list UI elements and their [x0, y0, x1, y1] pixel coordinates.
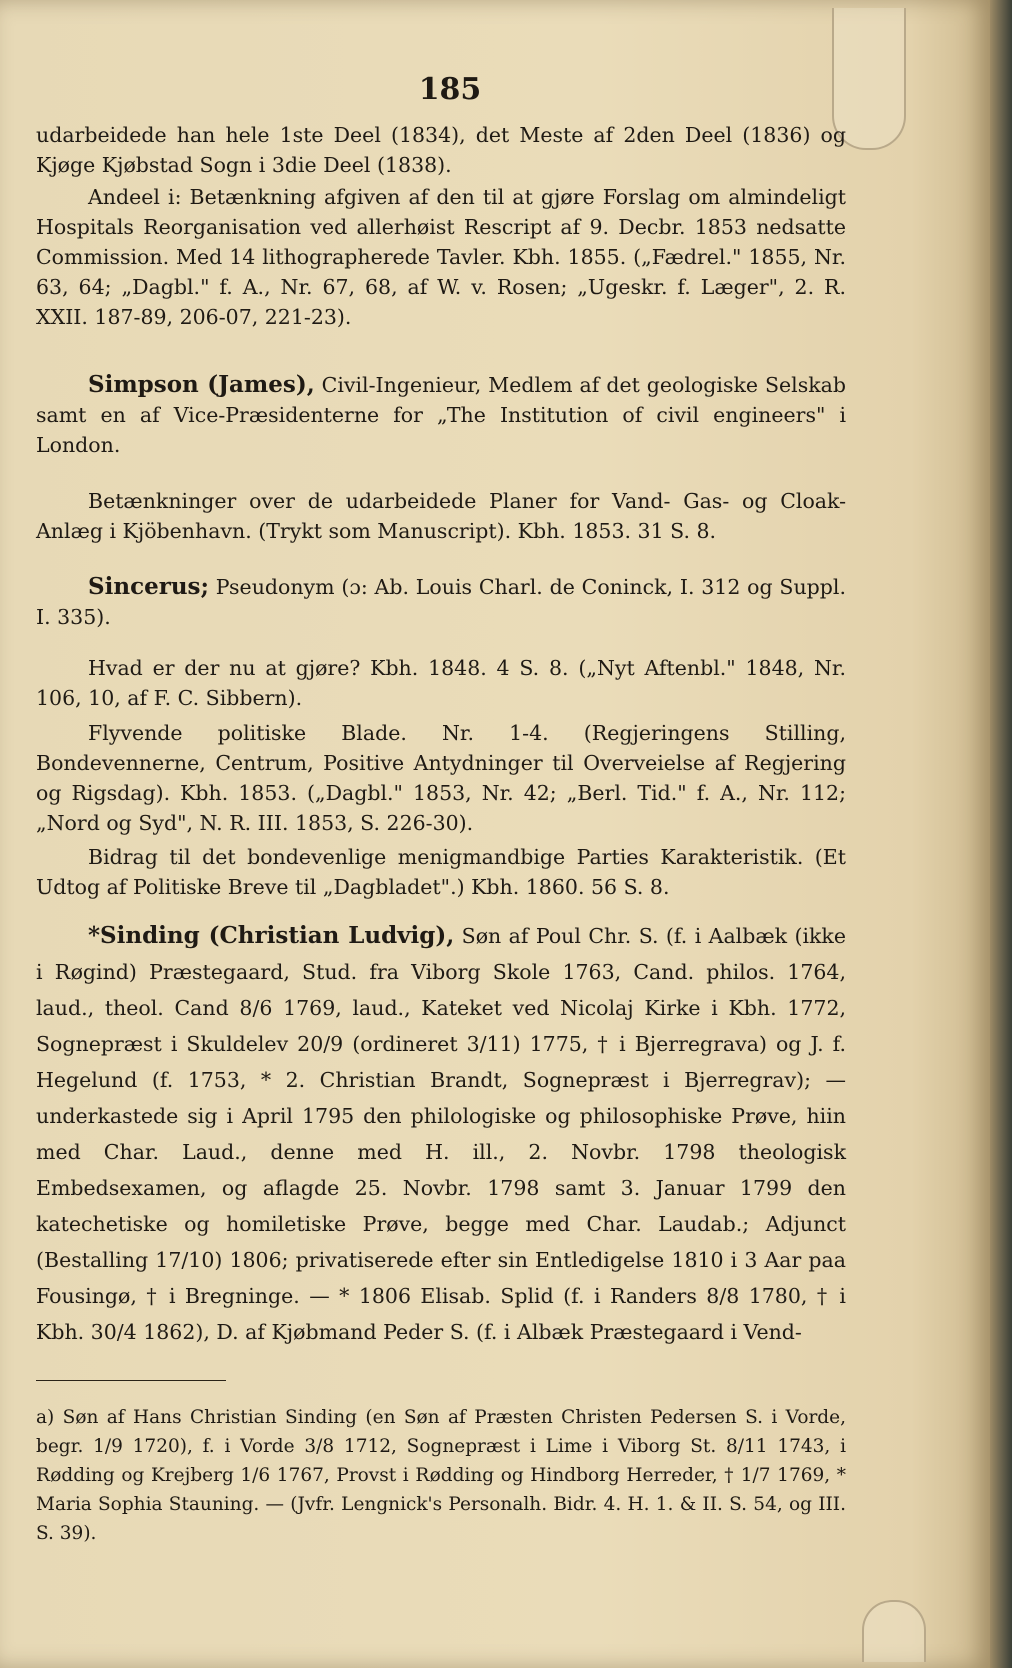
paragraph-flyvende	[36, 718, 846, 838]
paragraph-text: Betænkninger over de udarbeidede Planer for Vand- Gas- og Cloak-Anlæg i Kjöbenhavn. (Trykt som Manuscript). Kbh. 1853. 31 S. 8.	[36, 489, 846, 543]
paragraph-text: Andeel i: Betænkning afgiven af den til at gjøre Forslag om almindeligt Hospitals Reorganisation ved allerhøist Rescript af 9. Decbr. 1853 nedsatte Commission. Med 14 lithographerede Tavler. Kbh. 1855. („Fædrel." 1855, Nr. 63, 64; „Dagbl." f. A., Nr. 67, 68, af W. v. Rosen; „Ugeskr. f. Læger", 2. R. XXII. 187-89, 206-07, 221-23).	[36, 185, 846, 329]
paragraph-text: Hvad er der nu at gjøre? Kbh. 1848. 4 S. 8. („Nyt Aftenbl." 1848, Nr. 106, 10, af F. C. Sibbern).	[36, 656, 846, 710]
entry-heading: Sincerus;	[88, 573, 209, 600]
paragraph-betaenkninger	[36, 486, 846, 546]
entry-text: Civil-Ingenieur, Medlem af det geologiske Selskab samt en af Vice-Præsidenterne for „The Institution of civil engineers" i London.	[36, 373, 846, 457]
entry-heading: *Sinding (Christian Ludvig),	[88, 922, 455, 949]
paragraph-text: Flyvende politiske Blade. Nr. 1-4. (Regjeringens Stilling, Bondevennerne, Centrum, Positive Antydninger til Overveielse af Regjering og Rigsdag). Kbh. 1853. („Dagbl." 1853, Nr. 42; „Berl. Tid." f. A., Nr. 112; „Nord og Syd", N. R. III. 1853, S. 226-30).	[36, 721, 846, 835]
entry-text: Pseudonym (ɔ: Ab. Louis Charl. de Coninck, I. 312 og Suppl. I. 335).	[36, 575, 846, 629]
entry-sinding	[36, 918, 846, 1350]
footnote-divider	[36, 1380, 226, 1381]
paragraph-bidrag	[36, 842, 846, 902]
footnote	[36, 1403, 846, 1548]
paragraph-andeel	[36, 182, 846, 332]
entry-text: Søn af Poul Chr. S. (f. i Aalbæk (ikke i Røgind) Præstegaard, Stud. fra Viborg Skole 1763, Cand. philos. 1764, laud., theol. Cand 8/6 1769, laud., Kateket ved Nicolaj Kirke i Kbh. 1772, Sognepræst i Skuldelev 20/9 (ordineret 3/11) 1775, † i Bjerregrava) og J. f. Hegelund (f. 1753, * 2. Christian Brandt, Sognepræst i Bjerregrav); — underkastede sig i April 1795 den philologiske og philosophiske Prøve, hiin med Char. Laud., denne med H. ill., 2. Novbr. 1798 theologisk Embedsexamen, og aflagde 25. Novbr. 1798 samt 3. Januar 1799 den katechetiske og homiletiske Prøve, begge med Char. Laudab.; Adjunct (Bestalling 17/10) 1806; privatiserede efter sin Entledigelse 1810 i 3 Aar paa Fousingø, † i Bregninge. — * 1806 Elisab. Splid (f. i Randers 8/8 1780, † i Kbh. 30/4 1862), D. af Kjøbmand Peder S. (f. i Albæk Præstegaard i Vend-	[36, 924, 846, 1344]
footnote-mark: a)	[36, 1407, 55, 1428]
entry-simpson	[36, 370, 846, 460]
book-edge	[990, 0, 1012, 1668]
footnote-text: Søn af Hans Christian Sinding (en Søn af Præsten Christen Pedersen S. i Vorde, begr. 1/9 1720), f. i Vorde 3/8 1712, Sognepræst i Lime i Viborg St. 8/11 1743, i Rødding og Krejberg 1/6 1767, Provst i Rødding og Hindborg Herreder, † 1/7 1769, * Maria Sophia Stauning. — (Jvfr. Lengnick's Personalh. Bidr. 4. H. 1. & II. S. 54, og III. S. 39).	[36, 1407, 846, 1544]
paragraph-hvad	[36, 653, 846, 713]
page-number: 185	[418, 72, 482, 107]
entry-heading: Simpson (James),	[88, 371, 315, 398]
paragraph-kjoge	[36, 120, 846, 180]
paragraph-text: Bidrag til det bondevenlige menigmandbige Parties Karakteristik. (Et Udtog af Politiske Breve til „Dagbladet".) Kbh. 1860. 56 S. 8.	[36, 845, 846, 899]
paragraph-text: udarbeidede han hele 1ste Deel (1834), det Meste af 2den Deel (1836) og Kjøge Kjøbstad Sogn i 3die Deel (1838).	[36, 123, 846, 177]
page-tab-marker-bottom	[862, 1600, 926, 1662]
entry-sincerus	[36, 572, 846, 632]
